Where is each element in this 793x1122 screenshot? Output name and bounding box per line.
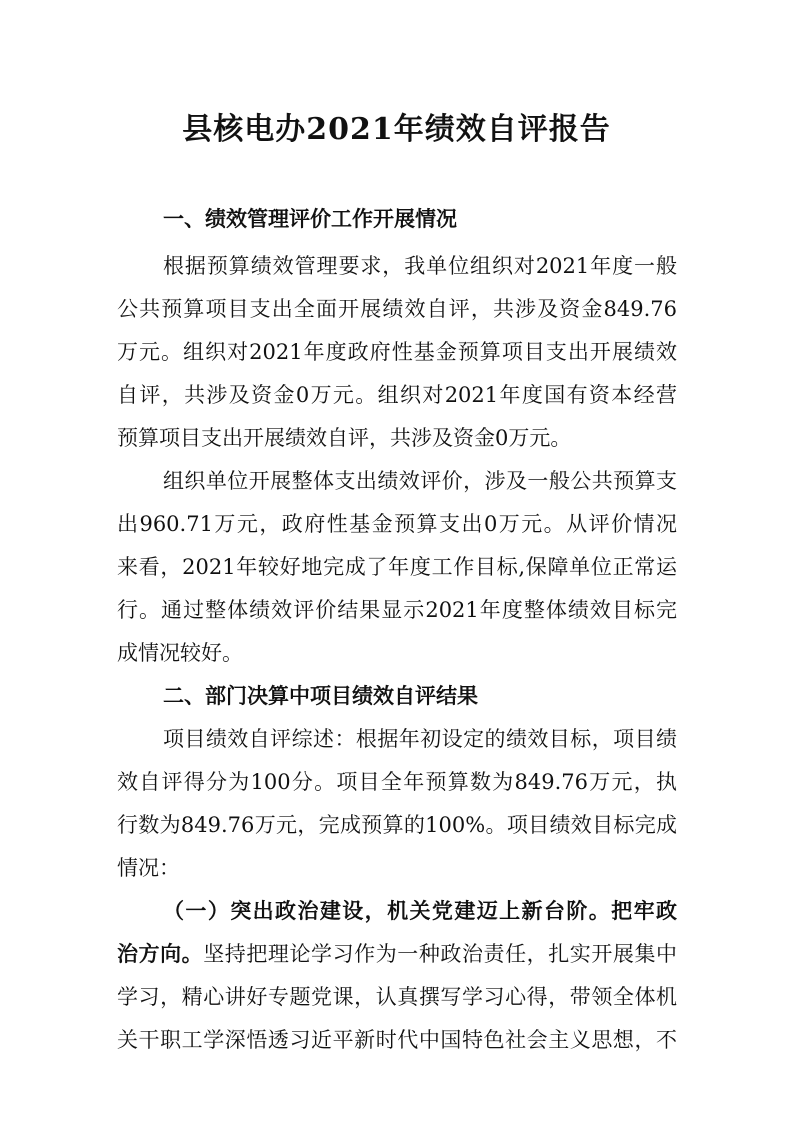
paragraph-line: 自评，共涉及资金0万元。组织对2021年度国有资本经营 <box>117 383 677 407</box>
paragraph-line: 情况： <box>117 856 180 880</box>
section-heading-2: 二、部门决算中项目绩效自评结果 <box>163 684 478 708</box>
bold-run: 治方向。 <box>117 942 204 966</box>
paragraph-line: 出960.71万元，政府性基金预算支出0万元。从评价情况 <box>117 512 677 536</box>
paragraph-line: 万元。组织对2021年度政府性基金预算项目支出开展绩效 <box>117 340 677 364</box>
paragraph-line: 组织单位开展整体支出绩效评价，涉及一般公共预算支 <box>163 469 677 493</box>
document-title: 县核电办2021年绩效自评报告 <box>182 112 611 147</box>
paragraph-line: 行数为849.76万元，完成预算的100%。项目绩效目标完成 <box>117 813 677 837</box>
paragraph-line: 成情况较好。 <box>117 641 243 665</box>
paragraph-line: 项目绩效自评综述：根据年初设定的绩效目标，项目绩 <box>163 727 677 751</box>
paragraph-line: 行。通过整体绩效评价结果显示2021年度整体绩效目标完 <box>117 598 677 622</box>
text-run: 坚持把理论学习作为一种政治责任，扎实开展集中 <box>203 942 678 966</box>
paragraph-line: 公共预算项目支出全面开展绩效自评，共涉及资金849.76 <box>117 297 677 321</box>
paragraph-line: 根据预算绩效管理要求，我单位组织对2021年度一般 <box>163 254 677 278</box>
paragraph-line: 来看，2021年较好地完成了年度工作目标,保障单位正常运 <box>117 555 677 579</box>
paragraph-line: 学习，精心讲好专题党课，认真撰写学习心得，带领全体机 <box>117 985 677 1009</box>
paragraph-line: 预算项目支出开展绩效自评，共涉及资金0万元。 <box>117 426 572 450</box>
paragraph-line-mixed <box>117 939 677 969</box>
paragraph-line: 关干职工学深悟透习近平新时代中国特色社会主义思想，不 <box>117 1028 677 1052</box>
subsection-heading: （一）突出政治建设，机关党建迈上新台阶。把牢政 <box>163 899 677 923</box>
paragraph-line: 效自评得分为100分。项目全年预算数为849.76万元，执 <box>117 770 677 794</box>
section-heading-1: 一、绩效管理评价工作开展情况 <box>163 207 457 231</box>
